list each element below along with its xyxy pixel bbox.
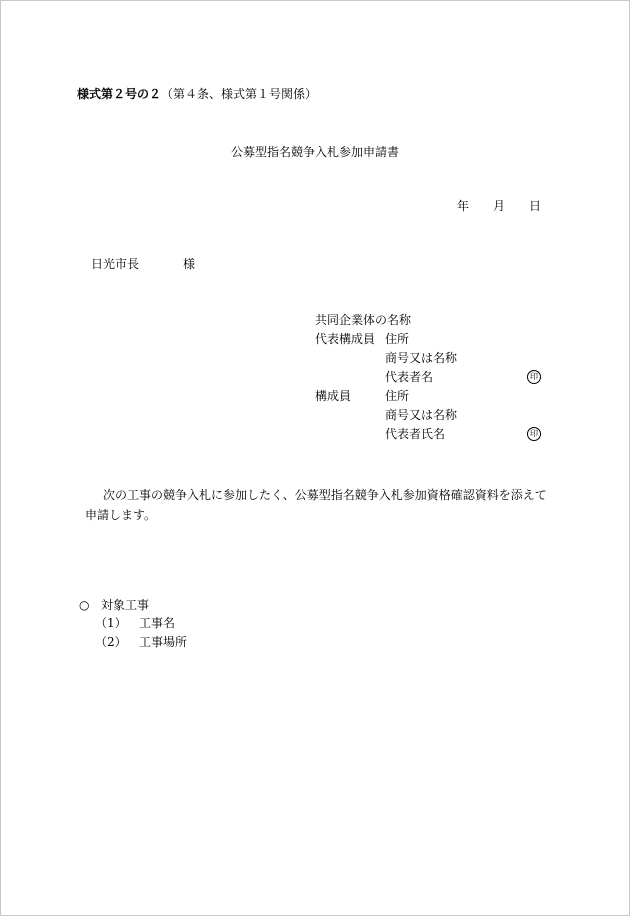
target-work-heading [79,598,149,612]
application-statement [85,485,555,525]
date-day: 日 [529,199,542,213]
representative-name-label: 代表者名 [385,370,434,384]
jv-name-label: 共同企業体の名称 [315,313,412,327]
target-item-work-name [95,616,175,630]
form-number: 様式第２号の２ [77,87,162,101]
item-label: 工事名 [139,616,176,630]
member-address-label: 住所 [385,389,410,403]
representative-trade-name-label: 商号又は名称 [385,351,458,365]
form-reference: （第４条、様式第１号関係） [161,87,318,101]
target-item-work-location [95,635,187,649]
member-label: 構成員 [315,389,352,403]
date-month: 月 [493,199,506,213]
representative-member-label: 代表構成員 [315,332,376,346]
addressee-honorific: 様 [183,257,196,271]
seal-mark-2: 印 [527,427,541,441]
target-work-section [79,598,279,658]
document-title: 公募型指名競争入札参加申請書 [231,145,400,159]
target-work-heading-text: 対象工事 [101,598,150,612]
date-line [457,199,541,213]
form-identifier [77,87,317,101]
member-rep-name-label: 代表者氏名 [385,427,446,441]
representative-address-label: 住所 [385,332,410,346]
addressee-name: 日光市長 [91,257,140,271]
application-statement-text: 次の工事の競争入札に参加したく、公募型指名競争入札参加資格確認資料を添えて申請します。 [85,488,547,522]
item-number: （2） [95,635,127,649]
date-year: 年 [457,199,470,213]
circle-bullet-icon: ○ [79,598,90,612]
item-label: 工事場所 [139,635,188,649]
seal-mark-1: 印 [527,370,541,384]
member-trade-name-label: 商号又は名称 [385,408,458,422]
applicant-block [315,313,565,443]
addressee [91,257,195,271]
item-number: （1） [95,616,127,630]
